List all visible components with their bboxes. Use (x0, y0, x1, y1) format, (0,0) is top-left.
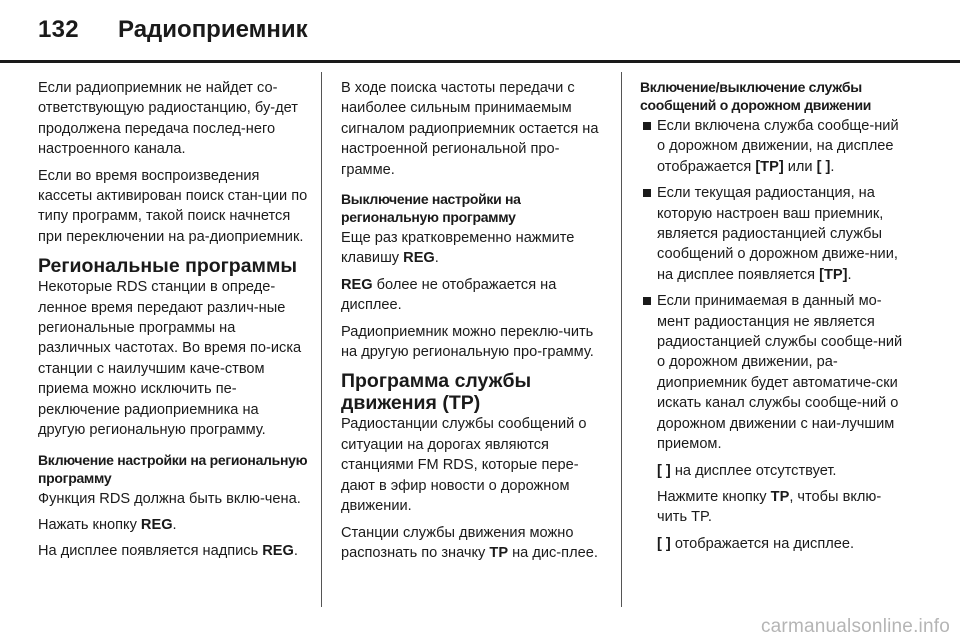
page-header (0, 0, 960, 68)
text: . (434, 250, 439, 267)
key-label: REG (140, 516, 173, 533)
column-1 (38, 78, 308, 568)
text: Еще раз кратковременно нажмите клавишу (341, 230, 575, 267)
text: более не отображается на дисплее. (341, 276, 557, 314)
paragraph (38, 541, 308, 561)
text: на дисплее отсутствует. (670, 462, 837, 479)
key-label: [TP] (755, 158, 784, 175)
section-heading-tp: Программа службы движения (TP) (341, 370, 532, 415)
key-label: TP (489, 544, 509, 561)
paragraph: Если радиоприемник не найдет со-ответствующую радиостанцию, бу-дет продолжена передача послед-него настроенного канала. (38, 80, 298, 158)
key-label: [TP] (819, 266, 848, 283)
text: На дисплее появляется надпись (38, 543, 263, 560)
watermark: carmanualsonline.info (760, 616, 950, 637)
text: , чтобы вклю-чить TP. (657, 488, 882, 526)
text: Если текущая радиостанция, на которую настроен ваш приемник, является радиостанцией службы сообщений о дорожном движе-нии, на дисплее появляется (657, 185, 898, 283)
bullet-square-icon (643, 189, 651, 197)
subheading-traffic-toggle: Включение/выключение службы сообщений о дорожном движении (640, 79, 872, 113)
key-label: [ ] (657, 535, 671, 552)
text: . (293, 543, 298, 560)
paragraph: Радиоприемник можно переклю-чить на другую региональную про-грамму. (341, 323, 594, 361)
text: . (830, 158, 835, 175)
key-label: [ ] (816, 158, 831, 175)
paragraph: Радиостанции службы сообщений о ситуации на дорогах являются станциями FM RDS, которые пере-дают в эфир новости о дорожном движении. (341, 416, 587, 515)
page-title: Радиоприемник (118, 16, 308, 43)
subheading-disable-regional: Выключение настройки на региональную программу (341, 191, 521, 226)
column-divider (321, 72, 322, 607)
column-3 (640, 78, 910, 560)
paragraph: Если принимаемая в данный мо-мент радиостанция не является радиостанцией службы сообще-ний о дорожном движении, ра-диоприемник будет автоматиче-ски искать канал службы сообще-ний о дорожном движении с наи-лучшим приемом. (657, 293, 903, 453)
text: Нажмите кнопку (657, 488, 771, 505)
text: или (783, 158, 817, 175)
list-item (640, 116, 910, 177)
key-label: REG (341, 276, 373, 293)
text: отображается на дисплее. (670, 535, 855, 552)
text: Нажать кнопку (38, 516, 141, 533)
paragraph: Если во время воспроизведения кассеты активирован поиск стан-ции по типу программ, такой поиск начнется при переключении на ра-диоприемник. (38, 167, 308, 245)
paragraph: Некоторые RDS станции в опреде-ленное время передают различ-ные региональные программы на различных частотах. Во время по-иска станции с наилучшим каче-ством приема можно исключить пе-реключение радиоприемника на другую региональную программу. (38, 279, 302, 439)
text: . (847, 266, 852, 283)
paragraph (341, 523, 609, 564)
header-rule (0, 60, 960, 63)
text: на дис-плее. (508, 544, 598, 561)
bullet-square-icon (643, 122, 651, 130)
column-2 (341, 78, 609, 569)
paragraph (657, 461, 910, 481)
paragraph: Функция RDS должна быть вклю-чена. (38, 490, 301, 507)
column-divider (621, 72, 622, 607)
list-item (640, 183, 910, 285)
key-label: REG (403, 250, 435, 267)
paragraph (657, 183, 910, 285)
text: Если включена служба сообще-ний о дорожном движении, на дисплее отображается (657, 118, 899, 175)
paragraph (657, 116, 910, 177)
list-item (640, 291, 910, 554)
text: . (172, 516, 177, 533)
paragraph (38, 515, 308, 535)
paragraph: В ходе поиска частоты передачи с наиболее сильным принимаемым сигналом радиоприемник остается на настроенной региональной про-грамме. (341, 80, 599, 178)
subheading-enable-regional: Включение настройки на региональную программу (38, 451, 308, 486)
key-label: REG (262, 543, 294, 560)
text: Станции службы движения можно распознать по значку (341, 524, 574, 561)
page-number: 132 (38, 16, 79, 43)
paragraph (657, 487, 910, 528)
paragraph (341, 228, 609, 269)
paragraph (657, 534, 910, 554)
bullet-list (640, 116, 910, 554)
key-label: TP (770, 488, 790, 505)
section-heading-regional: Региональные программы (38, 255, 298, 278)
bullet-square-icon (643, 297, 651, 305)
key-label: [ ] (657, 462, 671, 479)
paragraph (341, 275, 609, 316)
